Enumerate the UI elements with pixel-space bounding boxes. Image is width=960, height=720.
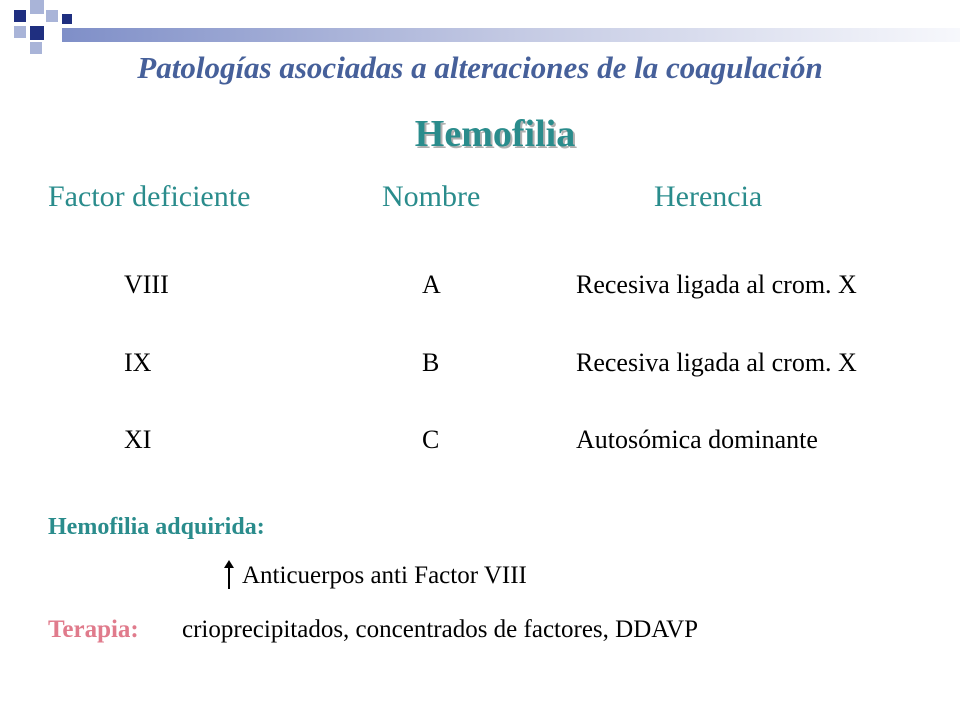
cell-nombre: A [422, 270, 441, 299]
slide-title: Patologías asociadas a alteraciones de la coagulación [137, 50, 823, 85]
header-herencia: Herencia [654, 180, 763, 213]
cell-nombre: B [422, 348, 440, 377]
cell-herencia: Recesiva ligada al crom. X [576, 348, 857, 377]
header-factor: Factor deficiente [48, 180, 251, 213]
acquired-label: Hemofilia adquirida: [48, 514, 265, 540]
cell-factor: VIII [124, 270, 169, 299]
deco-square [46, 10, 58, 22]
cell-herencia: Recesiva ligada al crom. X [576, 270, 857, 299]
deco-square [14, 26, 26, 38]
up-arrow-icon [220, 560, 238, 590]
deco-square [30, 0, 44, 14]
therapy-label: Terapia: [48, 616, 139, 643]
acquired-text: Anticuerpos anti Factor VIII [242, 562, 527, 589]
cell-factor: IX [124, 348, 152, 377]
cell-nombre: C [422, 425, 440, 454]
deco-square [14, 10, 26, 22]
header-nombre: Nombre [382, 180, 481, 213]
cell-factor: XI [124, 425, 152, 454]
deco-square [30, 26, 44, 40]
header-gradient-bar [62, 28, 960, 42]
cell-herencia: Autosómica dominante [576, 425, 818, 454]
therapy-text: crioprecipitados, concentrados de factores, DDAVP [182, 616, 699, 643]
slide-subtitle: Hemofilia [414, 113, 576, 155]
deco-square [62, 14, 72, 24]
